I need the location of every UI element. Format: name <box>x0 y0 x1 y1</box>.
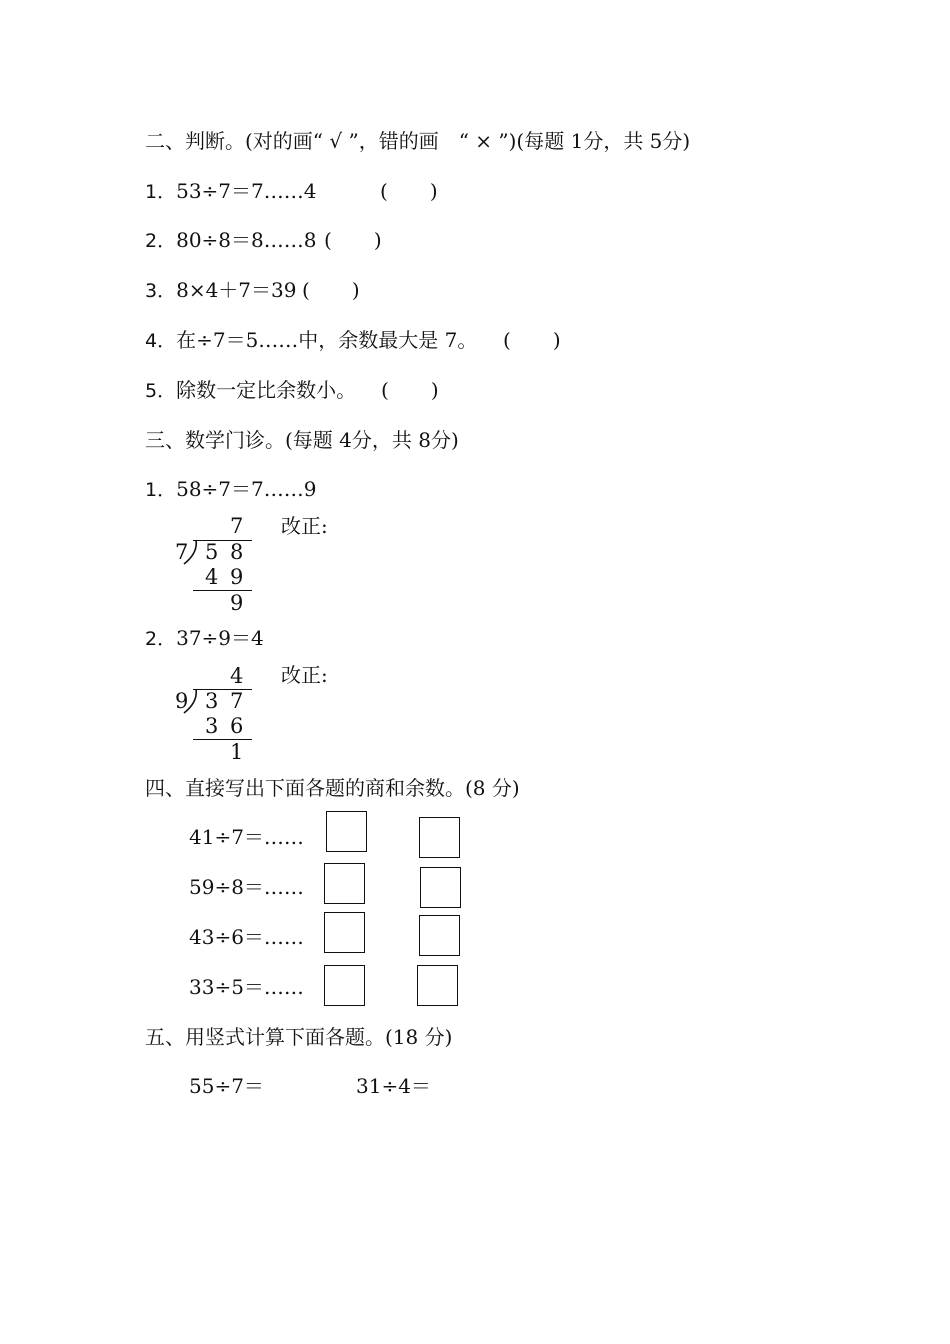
divisor: 9 <box>175 689 189 713</box>
correction-label: 改正: <box>281 514 328 538</box>
answer-parens[interactable]: ( ) <box>324 228 382 252</box>
dividend-digit: 8 <box>230 540 244 564</box>
item-number: 2． <box>145 230 177 252</box>
item-text: 37÷9＝4 <box>176 626 264 650</box>
expression: 41÷7＝…… <box>189 825 304 849</box>
item-number: 1． <box>145 181 177 203</box>
item-number: 4． <box>145 330 177 352</box>
quotient-box[interactable] <box>324 912 365 953</box>
item-text: 8×4＋7＝39 <box>176 278 297 302</box>
dividend-digit: 5 <box>205 540 219 564</box>
remainder-box[interactable] <box>419 915 460 956</box>
remainder-box[interactable] <box>419 817 460 858</box>
product-digit: 3 <box>205 714 219 738</box>
answer-parens[interactable]: ( ) <box>503 328 561 352</box>
quotient-box[interactable] <box>324 965 365 1006</box>
remainder: 1 <box>230 740 244 764</box>
quotient-box[interactable] <box>326 811 367 852</box>
section-3-title: 三、数学门诊。(每题 4分，共 8分) <box>145 428 459 452</box>
answer-parens[interactable]: ( ) <box>380 179 438 203</box>
dividend-digit: 7 <box>230 689 244 713</box>
product-digit: 6 <box>230 714 244 738</box>
dividend-digit: 3 <box>205 689 219 713</box>
quotient-box[interactable] <box>324 863 365 904</box>
correction-label: 改正: <box>281 663 328 687</box>
section-4-title: 四、直接写出下面各题的商和余数。(8 分) <box>145 776 520 800</box>
item-number: 3． <box>145 280 177 302</box>
answer-parens[interactable]: ( ) <box>302 278 360 302</box>
quotient: 7 <box>230 514 244 538</box>
item-text: 53÷7＝7……4 <box>176 179 317 203</box>
section-2-title: 二、判断。(对的画“ √ ”，错的画 “ × ”)(每题 1分，共 5分) <box>145 129 691 153</box>
divisor: 7 <box>175 540 189 564</box>
item-text: 58÷7＝7……9 <box>176 477 317 501</box>
section-5-title: 五、用竖式计算下面各题。(18 分) <box>145 1025 453 1049</box>
item-text: 在÷7＝5……中，余数最大是 7。 <box>176 328 478 352</box>
expression: 59÷8＝…… <box>189 875 304 899</box>
item-text: 80÷8＝8……8 <box>176 228 317 252</box>
item-number: 2． <box>145 628 177 650</box>
item-number: 1． <box>145 479 177 501</box>
remainder: 9 <box>230 591 244 615</box>
vertical-problem-1: 55÷7＝ <box>189 1074 264 1098</box>
expression: 43÷6＝…… <box>189 925 304 949</box>
remainder-box[interactable] <box>417 965 458 1006</box>
vertical-problem-2: 31÷4＝ <box>356 1074 431 1098</box>
product-digit: 4 <box>205 565 219 589</box>
quotient: 4 <box>230 664 244 688</box>
product-digit: 9 <box>230 565 244 589</box>
expression: 33÷5＝…… <box>189 975 304 999</box>
item-text: 除数一定比余数小。 <box>176 378 357 402</box>
answer-parens[interactable]: ( ) <box>381 378 439 402</box>
remainder-box[interactable] <box>420 867 461 908</box>
item-number: 5． <box>145 380 177 402</box>
